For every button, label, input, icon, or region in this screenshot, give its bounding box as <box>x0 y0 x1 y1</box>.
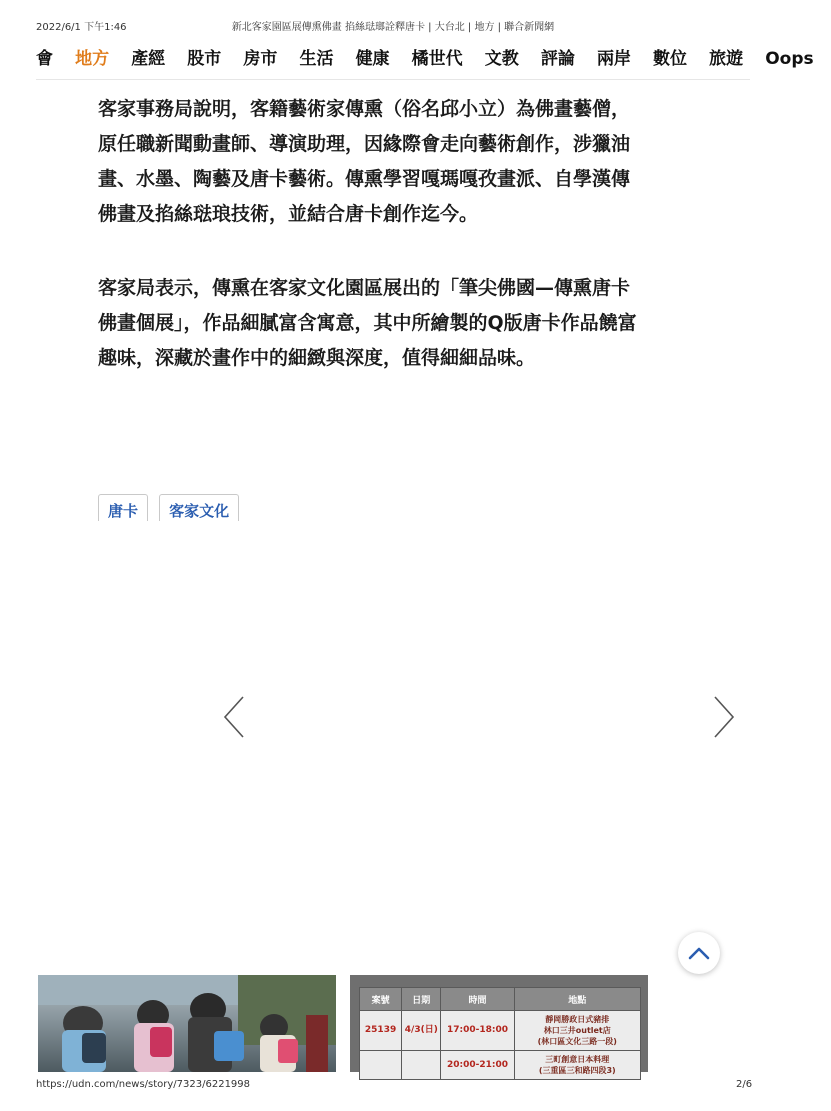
nav-item-travel[interactable]: 旅遊 <box>709 49 744 69</box>
table-cell <box>402 1051 441 1080</box>
tag-list <box>98 494 245 520</box>
chevron-right-icon[interactable] <box>712 695 736 739</box>
chevron-up-icon <box>688 946 710 960</box>
table-cell <box>360 1051 402 1080</box>
footprint-table <box>359 987 641 1080</box>
article-paragraph: 客家局表示，傳熏在客家文化園區展出的「筆尖佛國—傳熏唐卡佛畫個展」，作品細膩富含寓意，其中所繪製的Q版唐卡作品饒富趣味，深藏於畫作中的細緻與深度，值得細細品味。 <box>98 277 637 369</box>
related-story-table-image[interactable] <box>350 975 648 1075</box>
nav-item-partial[interactable]: 會 <box>36 49 53 69</box>
table-cell: 17:00-18:00 <box>441 1011 514 1051</box>
back-to-top-button[interactable] <box>678 932 720 974</box>
table-cell: 4/3(日) <box>402 1011 441 1051</box>
nav-item-oops[interactable]: Oops <box>765 49 814 69</box>
table-cell <box>514 1051 640 1080</box>
table-cell: 20:00-21:00 <box>441 1051 514 1080</box>
nav-item-housing[interactable]: 房市 <box>243 49 278 69</box>
nav-item-local[interactable]: 地方 <box>75 49 110 69</box>
nav-item-cross-strait[interactable]: 兩岸 <box>596 49 631 69</box>
place-line: (三重區三和路四段3) <box>538 1066 616 1075</box>
place-line: 三町創意日本料理 <box>545 1055 610 1064</box>
print-page-title: 新北客家園區展傳熏佛畫 掐絲琺瑯詮釋唐卡 | 大台北 | 地方 | 聯合新聞網 <box>231 22 555 33</box>
print-header <box>0 18 786 34</box>
nav-item-industry[interactable]: 產經 <box>131 49 166 69</box>
table-header: 地點 <box>514 988 640 1011</box>
tag-hakka-culture[interactable]: 客家文化 <box>159 494 239 521</box>
nav-item-opinion[interactable]: 評論 <box>540 49 575 69</box>
place-line: (林口區文化三路一段) <box>537 1037 617 1046</box>
table-cell <box>514 1011 640 1051</box>
place-line: 靜岡勝政日式豬排 <box>545 1015 610 1024</box>
print-url: https://udn.com/news/story/7323/6221998 <box>36 1079 251 1090</box>
table-header: 案號 <box>360 988 402 1011</box>
table-header: 日期 <box>402 988 441 1011</box>
place-line: 林口三井outlet店 <box>543 1026 611 1035</box>
nav-item-education[interactable]: 文教 <box>484 49 519 69</box>
nav-item-digital[interactable]: 數位 <box>653 49 688 69</box>
article-body <box>98 92 643 415</box>
article-paragraph: 客家事務局說明，客籍藝術家傳熏（俗名邱小立）為佛畫藝僧，原任職新聞動畫師、導演助理，因緣際會走向藝術創作，涉獵油畫、水墨、陶藝及唐卡藝術。傳熏學習嘎瑪嘎孜畫派、自學漢傳佛畫及掐絲琺琅技術，並結合唐卡創作迄今。 <box>98 98 631 225</box>
nav-item-stocks[interactable]: 股市 <box>187 49 222 69</box>
nav-item-orange-generation[interactable]: 橘世代 <box>411 49 463 69</box>
tag-thangka[interactable]: 唐卡 <box>98 494 148 521</box>
category-nav <box>36 45 814 80</box>
chevron-left-icon[interactable] <box>222 695 246 739</box>
table-cell: 25139 <box>360 1011 402 1051</box>
related-story-photo[interactable] <box>38 975 336 1072</box>
table-header: 時間 <box>441 988 514 1011</box>
print-page-number: 2/6 <box>736 1079 753 1090</box>
print-datetime: 2022/6/1 下午1:46 <box>36 22 127 33</box>
nav-item-health[interactable]: 健康 <box>355 49 390 69</box>
table-row <box>360 1011 641 1051</box>
nav-item-life[interactable]: 生活 <box>299 49 334 69</box>
table-row <box>360 1051 641 1080</box>
